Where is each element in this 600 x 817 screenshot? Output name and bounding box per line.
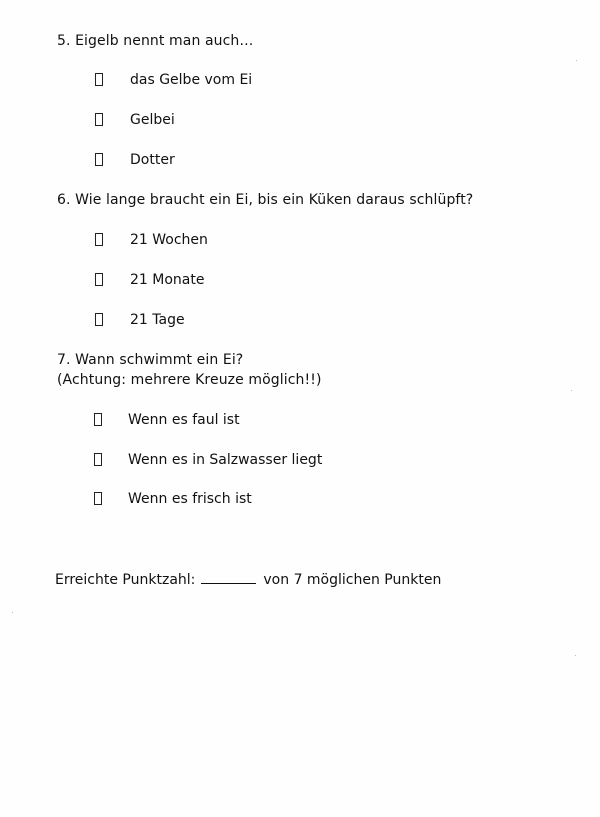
scan-speck — [576, 60, 577, 61]
q7-option-3-label: Wenn es frisch ist — [128, 491, 252, 507]
checkbox-q5-option-1[interactable] — [95, 73, 103, 86]
q6-option-2-label: 21 Monate — [130, 272, 205, 288]
score-line — [55, 570, 441, 590]
question-7-note: (Achtung: mehrere Kreuze möglich!!) — [57, 372, 322, 388]
question-7: 7. Wann schwimmt ein Ei? — [57, 352, 244, 368]
checkbox-q6-option-2[interactable] — [95, 273, 103, 286]
q7-option-2-label: Wenn es in Salzwasser liegt — [128, 452, 323, 468]
checkbox-q5-option-2[interactable] — [95, 113, 103, 126]
score-suffix: von 7 möglichen Punkten — [263, 572, 442, 588]
q6-option-1-label: 21 Wochen — [130, 232, 208, 248]
checkbox-q7-option-1[interactable] — [94, 413, 102, 426]
q5-option-1-label: das Gelbe vom Ei — [130, 72, 253, 88]
checkbox-q7-option-2[interactable] — [94, 453, 102, 466]
scan-speck — [575, 655, 576, 656]
q6-option-3-label: 21 Tage — [130, 312, 185, 328]
checkbox-q6-option-1[interactable] — [95, 233, 103, 246]
scan-speck — [571, 390, 572, 391]
checkbox-q7-option-3[interactable] — [94, 492, 102, 505]
question-5: 5. Eigelb nennt man auch… — [57, 33, 254, 49]
checkbox-q6-option-3[interactable] — [95, 313, 103, 326]
scan-speck — [12, 612, 13, 613]
checkbox-q5-option-3[interactable] — [95, 153, 103, 166]
q7-option-1-label: Wenn es faul ist — [128, 412, 240, 428]
score-blank-field[interactable] — [201, 570, 256, 584]
q5-option-3-label: Dotter — [130, 152, 175, 168]
question-6: 6. Wie lange braucht ein Ei, bis ein Küken daraus schlüpft? — [57, 192, 474, 208]
q5-option-2-label: Gelbei — [130, 112, 175, 128]
score-label: Erreichte Punktzahl: — [55, 572, 196, 588]
